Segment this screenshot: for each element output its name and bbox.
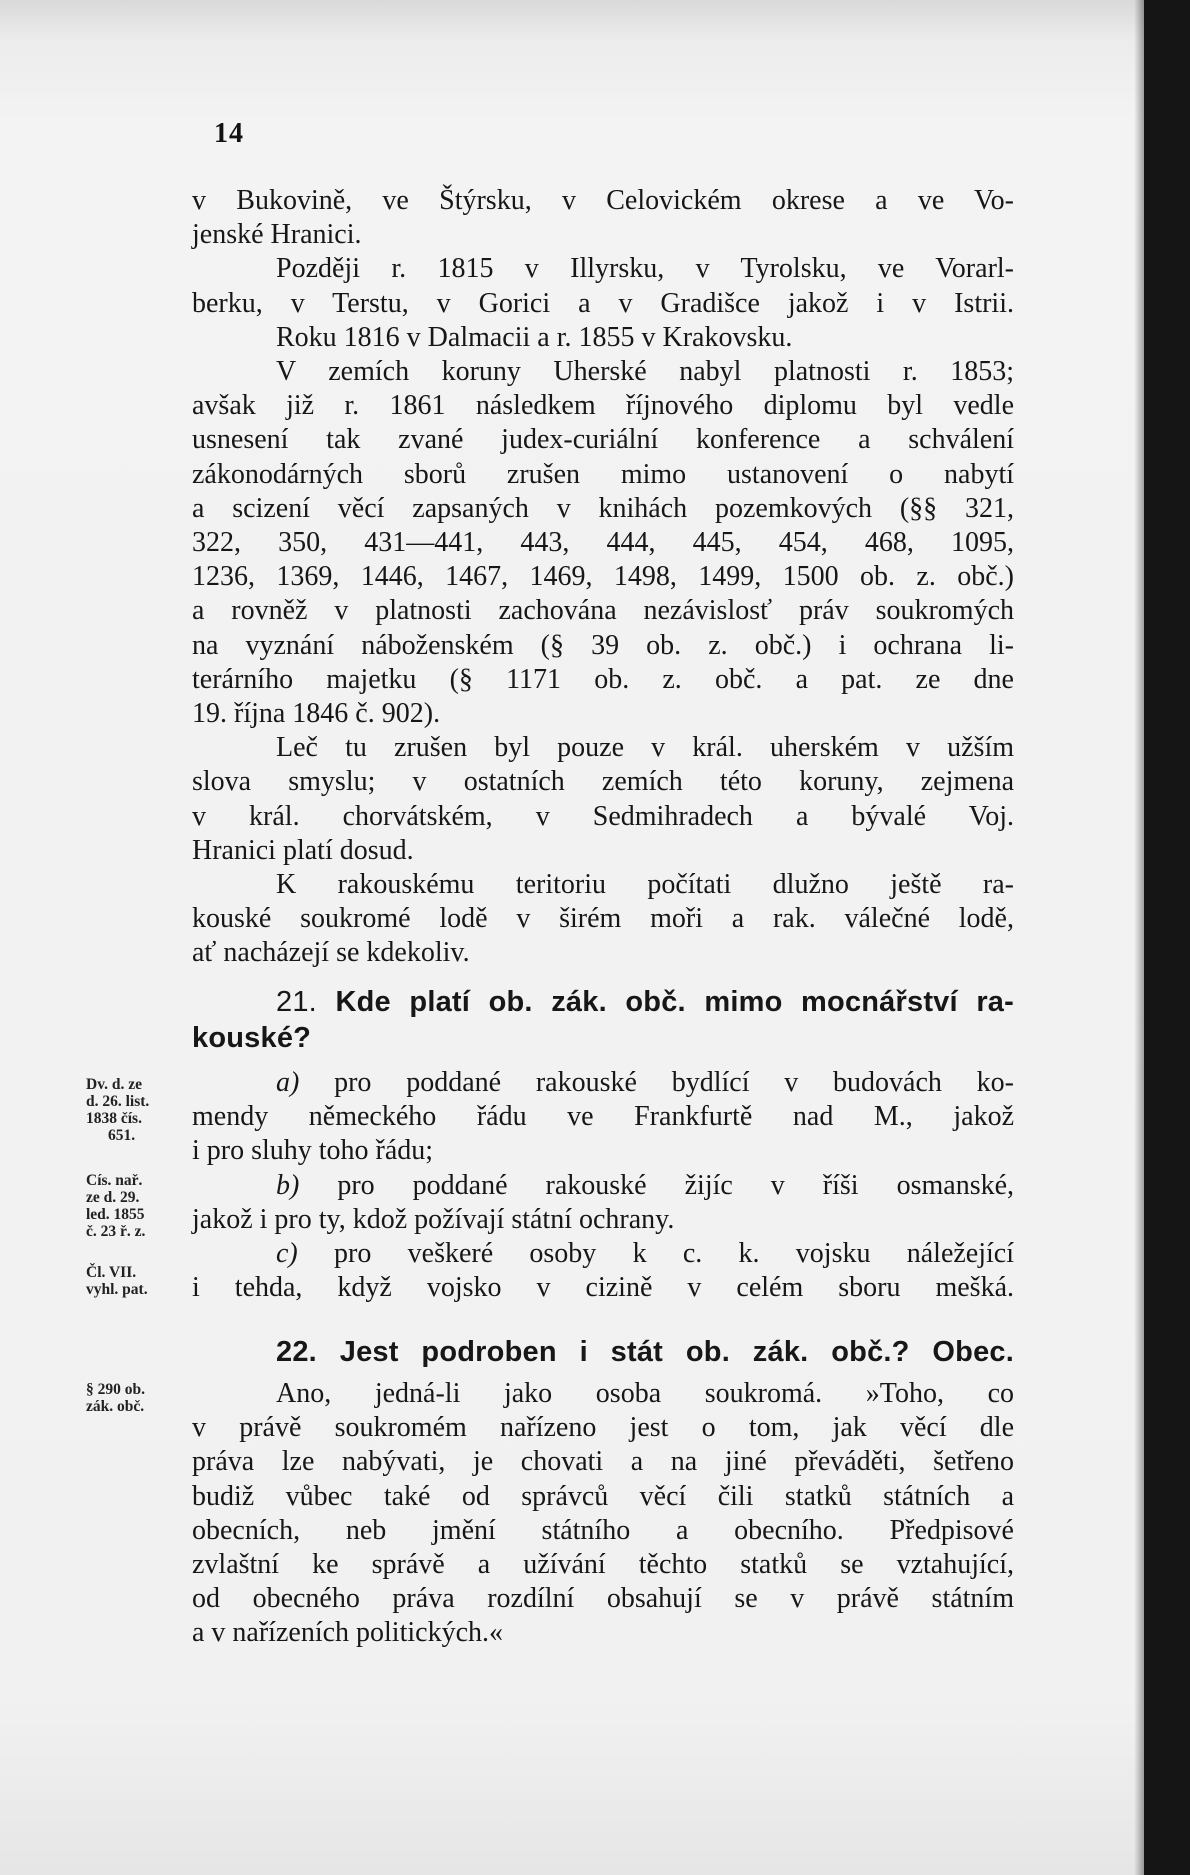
margin-note-line: led. 1855 — [86, 1206, 145, 1223]
item-c-line: i tehda, když vojsko v cizině v celém sboru mešká. — [192, 1272, 1014, 1304]
text-line: v král. chorvátském, v Sedmihradech a bývalé Voj. — [192, 800, 1014, 832]
text-line: usnesení tak zvané judex-curiální konference a schválení — [192, 424, 1014, 456]
text-line: Hranici platí dosud. — [192, 834, 414, 866]
section-number: 21. — [276, 986, 317, 1018]
text-line: Roku 1816 v Dalmacii a r. 1855 v Krakovsku. — [276, 321, 793, 353]
text-line: na vyznání náboženském (§ 39 ob. z. obč.) i ochrana li- — [192, 629, 1014, 661]
item-text: pro veškeré osoby k c. k. vojsku náležející — [334, 1238, 1015, 1270]
text-line: a scizení věcí zapsaných v knihách pozemkových (§§ 321, — [192, 492, 1014, 524]
section-22-body — [192, 1377, 1014, 1651]
item-label: b) — [276, 1169, 300, 1201]
text-line: avšak již r. 1861 následkem říjnového diplomu byl vedle — [192, 390, 1014, 422]
text-line: ať nacházejí se kdekoliv. — [192, 937, 470, 969]
item-b-line: jakož i pro ty, kdož požívají státní ochrany. — [192, 1203, 675, 1235]
page-number: 14 — [214, 118, 244, 149]
text-line: 322, 350, 431—441, 443, 444, 445, 454, 468, 1095, — [192, 527, 1014, 559]
margin-note-line: vyhl. pat. — [86, 1281, 148, 1298]
scan-dark-edge — [1144, 0, 1190, 1875]
margin-note — [86, 1172, 188, 1240]
item-label: a) — [276, 1067, 300, 1098]
heading-line — [192, 984, 1014, 1020]
item-text: pro poddané rakouské bydlící v budovách ko- — [334, 1067, 1014, 1098]
section-21-items — [192, 1066, 1014, 1305]
margin-note-line: 651. — [108, 1127, 136, 1144]
margin-note — [86, 1381, 188, 1415]
margin-note-line: § 290 ob. — [86, 1381, 145, 1398]
margin-note-line: Čl. VII. — [86, 1264, 137, 1281]
text-line: obecních, neb jmění státního a obecního. Předpisové — [192, 1514, 1014, 1546]
margin-note-line: d. 26. list. — [86, 1093, 150, 1110]
text-line: 19. října 1846 č. 902). — [192, 698, 441, 730]
item-b-line — [192, 1169, 1014, 1203]
item-a-line — [192, 1066, 1014, 1100]
text-line: budiž vůbec také od správců věcí čili statků státních a — [192, 1480, 1014, 1512]
section-22-heading — [192, 1334, 1014, 1370]
text-line: K rakouskému teritoriu počítati dlužno ještě ra- — [276, 869, 1014, 901]
text-line: a v nařízeních politických.« — [192, 1617, 503, 1649]
margin-note-line: Dv. d. ze — [86, 1076, 142, 1093]
heading-line: kouské? — [192, 1022, 312, 1054]
text-line: zákonodárných sborů zrušen mimo ustanovení o nabytí — [192, 458, 1014, 490]
text-line: slova smyslu; v ostatních zemích této koruny, zejmena — [192, 766, 1014, 798]
margin-note-line: ze d. 29. — [86, 1189, 140, 1206]
margin-note-line: č. 23 ř. z. — [86, 1223, 146, 1240]
text-line: v právě soukromém nařízeno jest o tom, jak věcí dle — [192, 1412, 1014, 1444]
text-line: od obecného práva rozdílní obsahují se v právě státním — [192, 1583, 1014, 1615]
text-line: jenské Hranici. — [192, 219, 362, 251]
text-line: v Bukovině, ve Štýrsku, v Celovickém okrese a ve Vo- — [192, 185, 1014, 216]
text-line: Později r. 1815 v Illyrsku, v Tyrolsku, ve Vorarl- — [276, 253, 1014, 285]
margin-note-line: 1838 čís. — [86, 1110, 142, 1127]
margin-note — [86, 1264, 188, 1298]
item-text: pro poddané rakouské žijíc v říši osmanské, — [337, 1169, 1015, 1201]
section-21-heading — [192, 984, 1014, 1056]
item-a-line: mendy německého řádu ve Frankfurtě nad M., jakož — [192, 1101, 1014, 1133]
heading-line: 22. Jest podroben i stát ob. zák. obč.? Obec. — [276, 1336, 1014, 1368]
text-line: 1236, 1369, 1446, 1467, 1469, 1498, 1499, 1500 ob. z. obč.) — [192, 561, 1014, 593]
text-line: práva lze nabývati, je chovati a na jiné převáděti, šetřeno — [192, 1446, 1014, 1478]
margin-note-line: Cís. nař. — [86, 1172, 143, 1189]
text-line: Ano, jedná-li jako osoba soukromá. »Toho, co — [276, 1378, 1014, 1409]
item-label: c) — [276, 1238, 298, 1270]
text-line: berku, v Terstu, v Gorici a v Gradišce jakož i v Istrii. — [192, 287, 1014, 319]
text-line: zvlaštní ke správě a užívání těchto statků se vztahující, — [192, 1549, 1014, 1581]
text-line: a rovněž v platnosti zachována nezávislosť práv soukromých — [192, 595, 1014, 627]
item-c-line — [192, 1237, 1014, 1271]
margin-note — [86, 1076, 188, 1144]
text-line: kouské soukromé lodě v širém moři a rak. válečné lodě, — [192, 903, 1014, 935]
margin-note-line: zák. obč. — [86, 1398, 145, 1415]
text-line: terárního majetku (§ 1171 ob. z. obč. a pat. ze dne — [192, 663, 1014, 695]
item-a-line: i pro sluhy toho řádu; — [192, 1135, 434, 1167]
text-line: V zemích koruny Uherské nabyl platnosti r. 1853; — [276, 356, 1014, 388]
top-text-block — [192, 184, 1014, 971]
heading-text: Kde platí ob. zák. obč. mimo mocnářství ra- — [335, 986, 1014, 1018]
text-line: Leč tu zrušen byl pouze v král. uherském v užším — [276, 732, 1014, 764]
